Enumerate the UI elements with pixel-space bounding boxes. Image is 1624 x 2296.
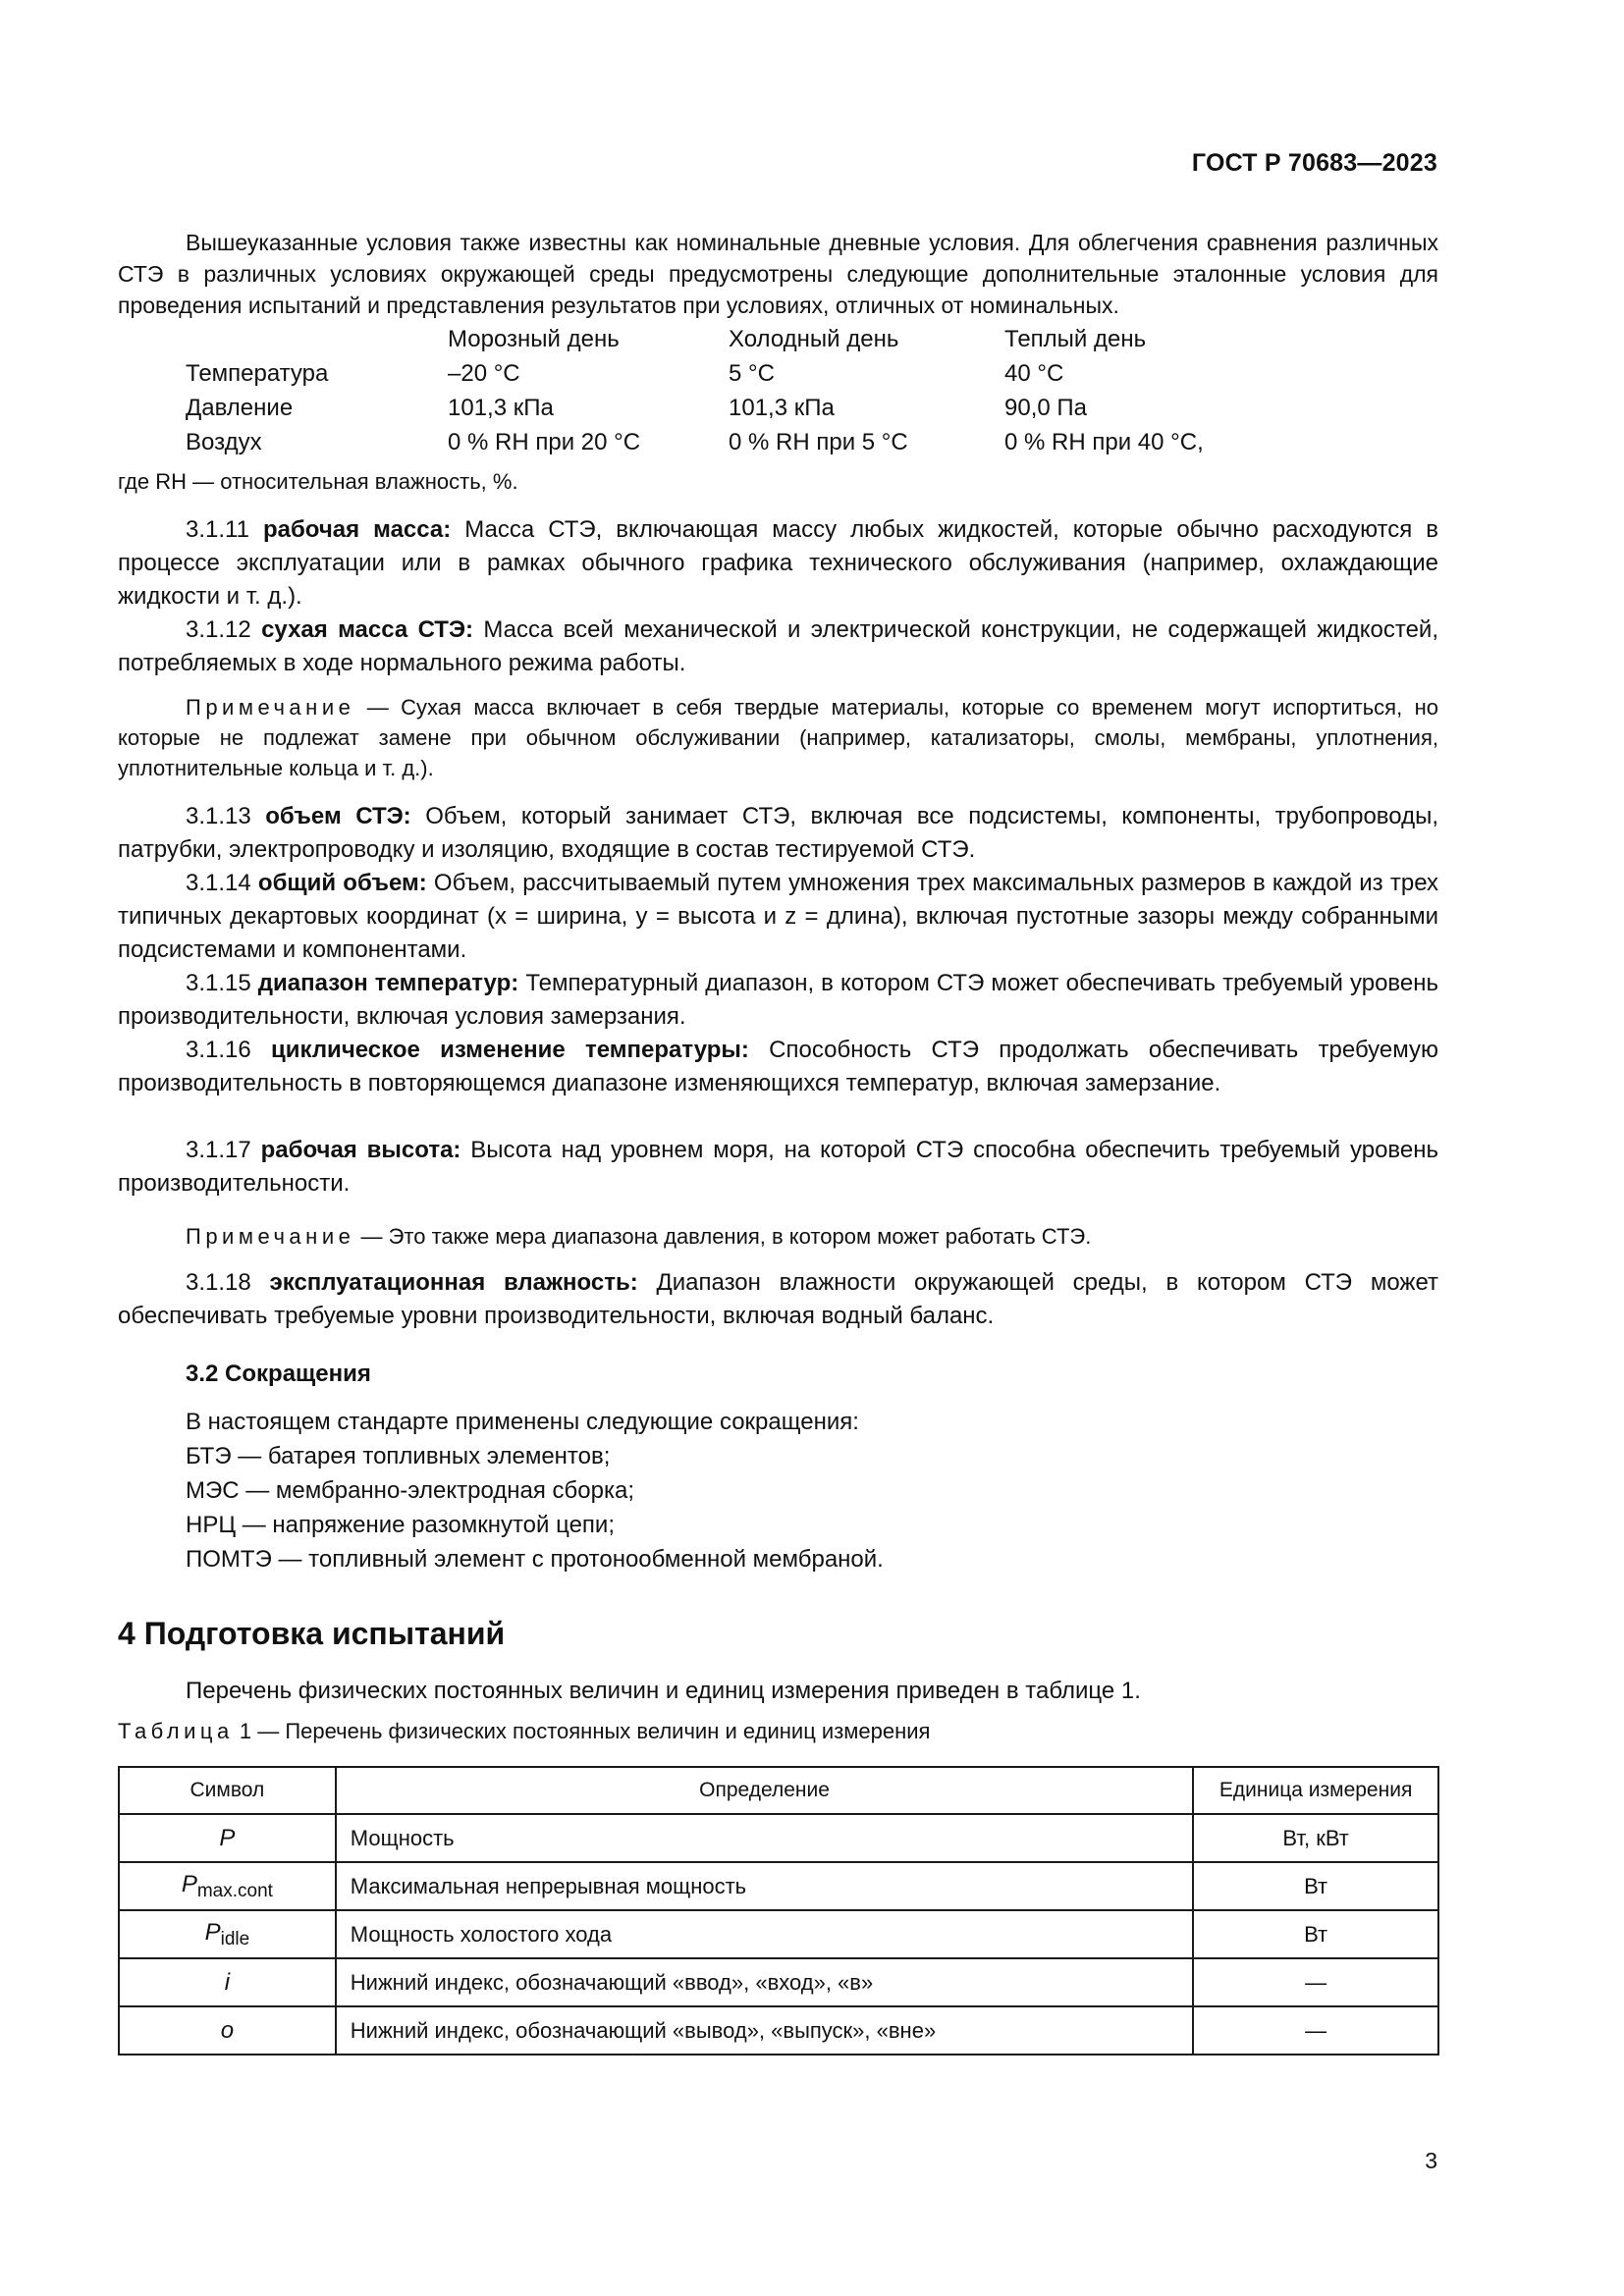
conditions-value: 101,3 кПа <box>448 395 554 421</box>
definition-text: Высота над уровнем моря, на которой СТЭ способна обеспечить требуемый уровень производительности. <box>118 1137 1438 1197</box>
definition-number: 3.1.11 <box>186 516 249 543</box>
section-4-heading: 4 Подготовка испытаний <box>118 1616 506 1651</box>
table-row <box>119 1958 1438 2006</box>
symbol-cell <box>119 1958 336 2006</box>
definition-number: 3.1.14 <box>186 870 251 896</box>
note-label: Примечание <box>186 695 355 720</box>
unit-cell: Вт <box>1193 1862 1438 1910</box>
definition-term: циклическое изменение температуры: <box>271 1037 749 1063</box>
definition-cell: Мощность <box>336 1814 1193 1862</box>
intro-paragraph: Вышеуказанные условия также известны как номинальные дневные условия. Для облегчения сравнения различных СТЭ в различных условиях окружающей среды предусмотрены следующие дополнительные эталонные условия для проведения испытаний и представления результатов при условиях, отличных от номинальных. <box>118 230 1438 318</box>
table-header-unit: Единица измерения <box>1193 1767 1438 1814</box>
table-row <box>119 1862 1438 1910</box>
table-header-row <box>119 1767 1438 1814</box>
symbol-cell <box>119 1910 336 1958</box>
definition-cell: Максимальная непрерывная мощность <box>336 1862 1193 1910</box>
definition-3-1-17 <box>118 1134 1438 1201</box>
definition-3-1-11 <box>118 513 1438 614</box>
definition-number: 3.1.12 <box>186 616 251 643</box>
definition-cell: Мощность холостого хода <box>336 1910 1193 1958</box>
note-label: Примечание <box>186 1224 355 1249</box>
definition-term: эксплуатационная влажность: <box>269 1269 638 1296</box>
symbol: P <box>181 1870 197 1897</box>
unit-cell: — <box>1193 1958 1438 2006</box>
abbreviation-item: НРЦ — напряжение разомкнутой цепи; <box>186 1512 615 1538</box>
abbreviations-intro: В настоящем стандарте применены следующие сокращения: <box>186 1409 859 1435</box>
symbol-cell <box>119 1862 336 1910</box>
section-4-intro: Перечень физических постоянных величин и единиц измерения приведен в таблице 1. <box>186 1678 1141 1704</box>
unit-cell: Вт, кВт <box>1193 1814 1438 1862</box>
table-row <box>119 1814 1438 1862</box>
definition-3-1-15 <box>118 967 1438 1034</box>
definition-3-1-14 <box>118 867 1438 967</box>
abbreviation-item: МЭС — мембранно-электродная сборка; <box>186 1477 635 1504</box>
table-caption-text: 1 — Перечень физических постоянных величин и единиц измерения <box>239 1719 931 1743</box>
definition-number: 3.1.18 <box>186 1269 251 1296</box>
abbreviation-item: ПОМТЭ — топливный элемент с протонообменной мембраной. <box>186 1546 884 1573</box>
conditions-value: 0 % RH при 20 °C <box>448 429 641 455</box>
definition-3-1-13 <box>118 800 1438 867</box>
conditions-value: 101,3 кПа <box>729 395 835 421</box>
definition-text: Температурный диапазон, в котором СТЭ может обеспечивать требуемый уровень производительности, включая условия замерзания. <box>118 970 1439 1030</box>
table-caption-label: Таблица <box>118 1719 234 1743</box>
note-text: — Это также мера диапазона давления, в котором может работать СТЭ. <box>360 1224 1092 1249</box>
definition-3-1-16 <box>118 1034 1438 1100</box>
abbreviation-item: БТЭ — батарея топливных элементов; <box>186 1443 611 1469</box>
table-header-definition: Определение <box>336 1767 1193 1814</box>
conditions-value: 5 °C <box>729 360 775 387</box>
conditions-row-label: Воздух <box>186 429 262 455</box>
definition-number: 3.1.17 <box>186 1137 251 1163</box>
symbol-cell <box>119 2006 336 2055</box>
unit-cell: — <box>1193 2006 1438 2055</box>
definition-term: рабочая масса: <box>262 516 452 543</box>
definition-text: Объем, который занимает СТЭ, включая все подсистемы, компоненты, трубопроводы, патрубки, электропроводку и изоляцию, входящие в состав тестируемой СТЭ. <box>118 803 1439 863</box>
conditions-col-frosty: Морозный день <box>448 326 620 352</box>
definition-text: Объем, рассчитываемый путем умножения трех максимальных размеров в каждой из трех типичных декартовых координат (x = ширина, y = высота и z = длина), включая пустотные зазоры между собранными подсистемами и компонентами. <box>118 870 1439 963</box>
definition-term: рабочая высота: <box>260 1137 461 1163</box>
definition-term: общий объем: <box>257 870 427 896</box>
note-dry-mass <box>118 692 1438 783</box>
conditions-row-label: Температура <box>186 360 329 387</box>
definition-term: диапазон температур: <box>257 970 519 996</box>
symbol-cell <box>119 1814 336 1862</box>
definition-3-1-18 <box>118 1266 1438 1333</box>
symbol: o <box>220 2016 235 2044</box>
symbol-subscript: idle <box>220 1928 250 1949</box>
definition-number: 3.1.15 <box>186 970 251 996</box>
definition-3-1-12 <box>118 614 1438 680</box>
definition-number: 3.1.13 <box>186 803 251 829</box>
conditions-block <box>0 323 1624 460</box>
definition-text: Масса всей механической и электрической конструкции, не содержащей жидкостей, потребляемых в ходе нормального режима работы. <box>118 616 1438 676</box>
table-1 <box>118 1766 1439 2056</box>
definition-text: Диапазон влажности окружающей среды, в котором СТЭ может обеспечивать требуемые уровни производительности, включая водный баланс. <box>118 1269 1438 1329</box>
conditions-footnote: где RH — относительная влажность, %. <box>118 469 518 494</box>
table-1-caption <box>118 1719 930 1744</box>
symbol: i <box>224 1968 231 1996</box>
definition-term: объем СТЭ: <box>265 803 411 829</box>
page-number: 3 <box>1425 2148 1437 2173</box>
definition-number: 3.1.16 <box>186 1037 251 1063</box>
section-3-2-heading: 3.2 Сокращения <box>186 1361 371 1387</box>
conditions-value: 0 % RH при 5 °C <box>729 429 908 455</box>
definition-term: сухая масса СТЭ: <box>261 616 474 643</box>
conditions-row-label: Давление <box>186 395 294 421</box>
note-text: — Сухая масса включает в себя твердые материалы, которые со временем могут испортиться, но которые не подлежат замене при обычном обслуживании (например, катализаторы, смолы, мембраны, уплотнения, уплотнительные кольца и т. д.). <box>118 695 1438 780</box>
table-header-symbol: Символ <box>119 1767 336 1814</box>
conditions-value: 40 °C <box>1004 360 1064 387</box>
table-row <box>119 1910 1438 1958</box>
table-row <box>119 2006 1438 2055</box>
conditions-value: 0 % RH при 40 °C, <box>1004 429 1204 455</box>
definition-cell: Нижний индекс, обозначающий «вывод», «выпуск», «вне» <box>336 2006 1193 2055</box>
symbol: P <box>219 1824 236 1851</box>
conditions-value: –20 °C <box>448 360 520 387</box>
standard-code: ГОСТ Р 70683—2023 <box>1191 149 1437 177</box>
unit-cell: Вт <box>1193 1910 1438 1958</box>
symbol: P <box>204 1918 221 1946</box>
conditions-value: 90,0 Па <box>1004 395 1087 421</box>
definition-cell: Нижний индекс, обозначающий «ввод», «вход», «в» <box>336 1958 1193 2006</box>
note-operating-altitude <box>118 1221 1438 1252</box>
conditions-col-warm: Теплый день <box>1004 326 1147 352</box>
definition-text: Масса СТЭ, включающая массу любых жидкостей, которые обычно расходуются в процессе эксплуатации или в рамках обычного графика технического обслуживания (например, охлаждающие жидкости и т. д.). <box>118 516 1439 610</box>
symbol-subscript: max.cont <box>196 1880 273 1901</box>
conditions-col-cold: Холодный день <box>729 326 899 352</box>
definition-text: Способность СТЭ продолжать обеспечивать требуемую производительность в повторяющемся диапазоне изменяющихся температур, включая замерзание. <box>118 1037 1439 1096</box>
